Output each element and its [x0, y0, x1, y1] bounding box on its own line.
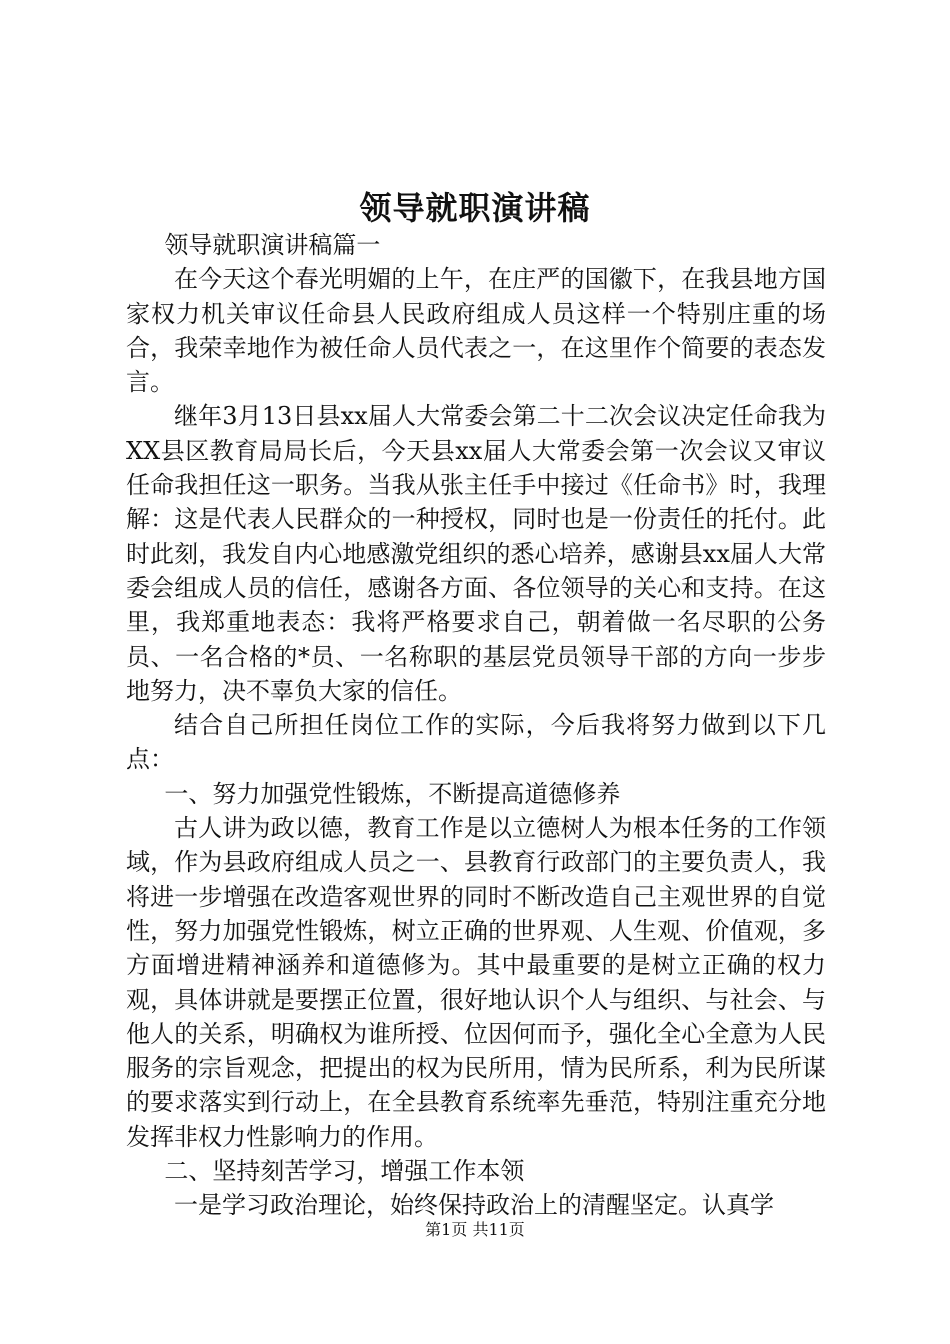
document-body: [126, 228, 826, 1223]
section-heading-1: 一、努力加强党性锻炼，不断提高道德修养: [164, 779, 621, 808]
document-subtitle: 领导就职演讲稿篇一: [164, 231, 381, 259]
section-heading-2: 二、坚持刻苦学习，增强工作本领: [164, 1157, 525, 1186]
paragraph-2: 继年3月13日县xx届人大常委会第二十二次会议决定任命我为XX县区教育局局长后，今天县xx届人大常委会第一次会议又审议任命我担任这一职务。当我从张主任手中接过《任命书》时，我理解：这是代表人民群众的一种授权，同时也是一份责任的托付。此时此刻，我发自内心地感激党组织的悉心培养，感谢县xx届人大常委会组成人员的信任，感谢各方面、各位领导的关心和支持。在这里，我郑重地表态：我将严格要求自己，朝着做一名尽职的公务员、一名合格的*员、一名称职的基层党员领导干部的方向一步步地努力，决不辜负大家的信任。: [126, 402, 826, 705]
document-title: 领导就职演讲稿: [359, 189, 591, 227]
paragraph-5: 一是学习政治理论，始终保持政治上的清醒坚定。认真学: [174, 1191, 774, 1220]
page-footer: 第1页 共11页: [425, 1220, 525, 1239]
paragraph-3: 结合自己所担任岗位工作的实际，今后我将努力做到以下几点：: [126, 711, 826, 774]
paragraph-1: 在今天这个春光明媚的上午，在庄严的国徽下，在我县地方国家权力机关审议任命县人民政府组成人员这样一个特别庄重的场合，我荣幸地作为被任命人员代表之一，在这里作个简要的表态发言。: [126, 265, 826, 397]
paragraph-4: 古人讲为政以德，教育工作是以立德树人为根本任务的工作领域，作为县政府组成人员之一、县教育行政部门的主要负责人，我将进一步增强在改造客观世界的同时不断改造自己主观世界的自觉性，努力加强党性锻炼，树立正确的世界观、人生观、价值观，多方面增进精神涵养和道德修为。其中最重要的是树立正确的权力观，具体讲就是要摆正位置，很好地认识个人与组织、与社会、与他人的关系，明确权为谁所授、位因何而予，强化全心全意为人民服务的宗旨观念，把提出的权为民所用，情为民所系，利为民所谋的要求落实到行动上，在全县教育系统率先垂范，特别注重充分地发挥非权力性影响力的作用。: [126, 814, 826, 1151]
